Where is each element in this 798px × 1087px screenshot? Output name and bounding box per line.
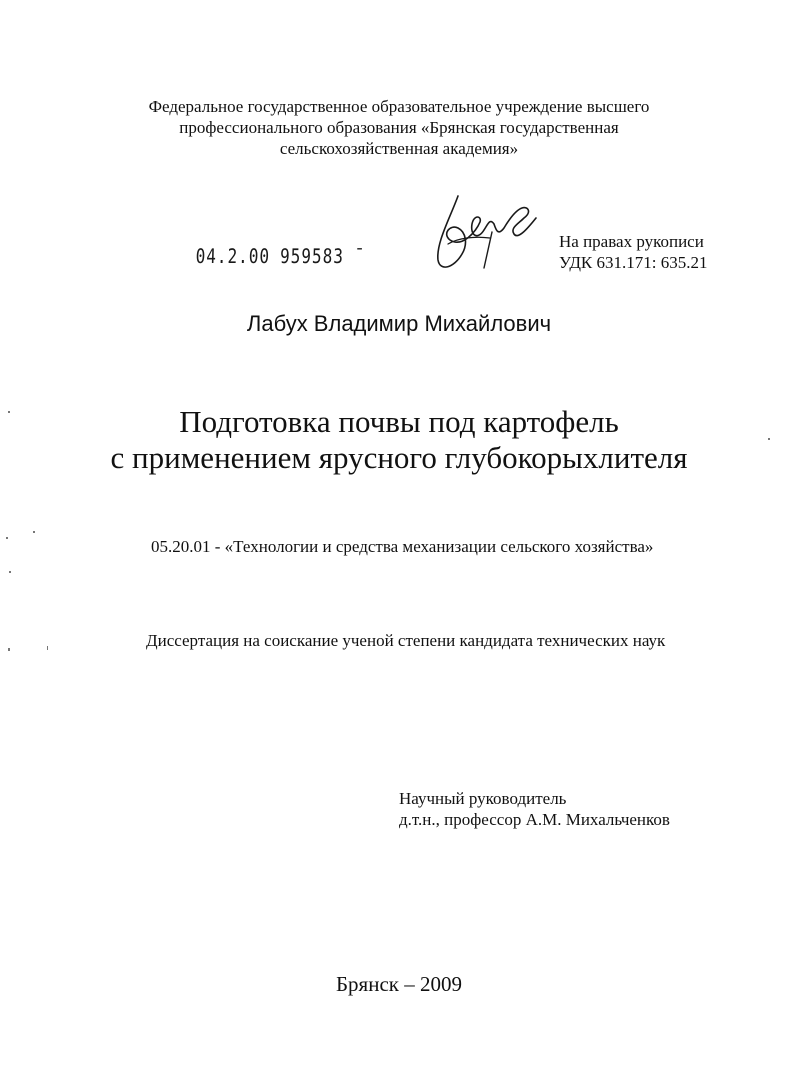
stamp-part-1: 04.2.00	[195, 244, 271, 268]
rights-label: На правах рукописи	[559, 232, 704, 251]
manuscript-rights	[559, 231, 707, 273]
scan-speck	[8, 648, 10, 651]
specialty-code: 05.20.01 - «Технологии и средства механизации сельского хозяйства»	[151, 537, 654, 556]
institution-line-1: Федеральное государственное образовательное учреждение высшего	[148, 97, 650, 116]
signature-image	[428, 188, 540, 278]
author-name: Лабух Владимир Михайлович	[246, 311, 552, 336]
supervisor-label: Научный руководитель	[399, 789, 567, 808]
scan-speck	[768, 438, 770, 440]
supervisor-name: д.т.н., профессор А.М. Михальченков	[399, 810, 670, 829]
scan-speck	[6, 537, 8, 539]
scan-speck	[8, 411, 10, 413]
city-year: Брянск – 2009	[336, 972, 462, 996]
scientific-supervisor	[399, 788, 670, 830]
stamp-dash: ˉ	[343, 244, 366, 268]
title-line-2: с применением ярусного глубокорыхлителя	[110, 440, 688, 475]
scan-speck	[9, 571, 11, 573]
institution-line-2: профессионального образования «Брянская государственная	[179, 118, 619, 137]
udk-code: УДК 631.171: 635.21	[559, 253, 708, 272]
institution-line-3: сельскохозяйственная академия»	[279, 139, 519, 158]
scan-speck	[33, 531, 35, 533]
thesis-title	[0, 404, 798, 476]
title-line-1: Подготовка почвы под картофель	[179, 404, 619, 439]
stamp-part-2: 959583	[279, 244, 345, 268]
degree-statement: Диссертация на соискание ученой степени кандидата технических наук	[146, 631, 666, 650]
institution-name	[0, 96, 798, 159]
registration-stamp	[195, 244, 365, 268]
scan-speck	[47, 646, 48, 650]
